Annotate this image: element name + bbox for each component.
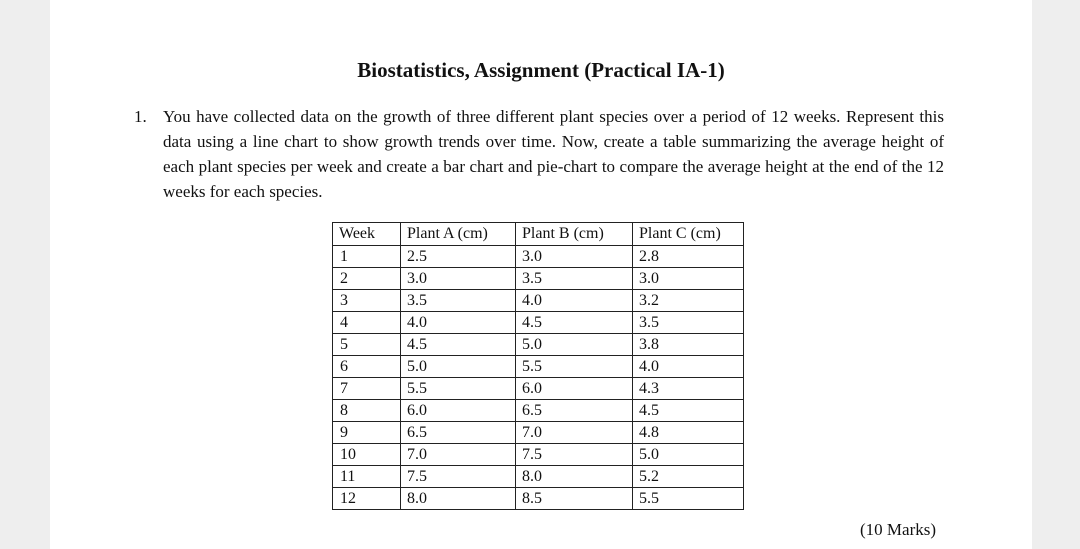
- week-cell: 12: [333, 488, 401, 510]
- header-week: Week: [333, 223, 401, 246]
- table-row: [333, 422, 744, 444]
- plant-b-cell: 4.0: [516, 290, 633, 312]
- question-text: You have collected data on the growth of three different plant species over a period of 12 weeks. Represent this data using a line chart to show growth trends over time. Now, create a table summarizing the average height of each plant species per week and create a bar chart and pie-chart to compare the average height at the end of the 12 weeks for each species.: [163, 107, 944, 201]
- plant-a-cell: 6.0: [401, 400, 516, 422]
- header-plant-c: Plant C (cm): [633, 223, 744, 246]
- plant-a-cell: 3.5: [401, 290, 516, 312]
- table-row: [333, 466, 744, 488]
- plant-a-cell: 8.0: [401, 488, 516, 510]
- week-cell: 7: [333, 378, 401, 400]
- plant-c-cell: 4.3: [633, 378, 744, 400]
- plant-b-cell: 7.5: [516, 444, 633, 466]
- plant-b-cell: 6.0: [516, 378, 633, 400]
- table-row: [333, 378, 744, 400]
- header-plant-b: Plant B (cm): [516, 223, 633, 246]
- plant-c-cell: 3.5: [633, 312, 744, 334]
- table-row: [333, 356, 744, 378]
- week-cell: 11: [333, 466, 401, 488]
- plant-a-cell: 7.5: [401, 466, 516, 488]
- week-cell: 4: [333, 312, 401, 334]
- plant-b-cell: 6.5: [516, 400, 633, 422]
- week-cell: 8: [333, 400, 401, 422]
- plant-c-cell: 4.5: [633, 400, 744, 422]
- plant-a-cell: 5.0: [401, 356, 516, 378]
- plant-a-cell: 3.0: [401, 268, 516, 290]
- plant-b-cell: 7.0: [516, 422, 633, 444]
- table-header-row: [333, 223, 744, 246]
- table-row: [333, 400, 744, 422]
- week-cell: 1: [333, 246, 401, 268]
- week-cell: 5: [333, 334, 401, 356]
- table-row: [333, 334, 744, 356]
- plant-c-cell: 5.0: [633, 444, 744, 466]
- week-cell: 2: [333, 268, 401, 290]
- plant-a-cell: 6.5: [401, 422, 516, 444]
- week-cell: 6: [333, 356, 401, 378]
- table-row: [333, 246, 744, 268]
- plant-c-cell: 4.0: [633, 356, 744, 378]
- plant-c-cell: 5.5: [633, 488, 744, 510]
- week-cell: 10: [333, 444, 401, 466]
- plant-b-cell: 3.5: [516, 268, 633, 290]
- plant-c-cell: 4.8: [633, 422, 744, 444]
- plant-b-cell: 4.5: [516, 312, 633, 334]
- question-number: 1.: [134, 107, 147, 126]
- week-cell: 3: [333, 290, 401, 312]
- marks-label: (10 Marks): [860, 520, 937, 539]
- plant-b-cell: 8.5: [516, 488, 633, 510]
- plant-a-cell: 4.5: [401, 334, 516, 356]
- table-row: [333, 290, 744, 312]
- plant-a-cell: 5.5: [401, 378, 516, 400]
- table-row: [333, 312, 744, 334]
- plant-a-cell: 2.5: [401, 246, 516, 268]
- table-row: [333, 444, 744, 466]
- header-plant-a: Plant A (cm): [401, 223, 516, 246]
- growth-data-table: [332, 222, 744, 510]
- plant-b-cell: 5.5: [516, 356, 633, 378]
- plant-a-cell: 7.0: [401, 444, 516, 466]
- plant-c-cell: 3.0: [633, 268, 744, 290]
- plant-c-cell: 3.2: [633, 290, 744, 312]
- table-row: [333, 488, 744, 510]
- plant-c-cell: 3.8: [633, 334, 744, 356]
- plant-b-cell: 3.0: [516, 246, 633, 268]
- plant-c-cell: 2.8: [633, 246, 744, 268]
- plant-b-cell: 8.0: [516, 466, 633, 488]
- document-title: Biostatistics, Assignment (Practical IA-1): [357, 58, 725, 82]
- table-body: [333, 246, 744, 510]
- plant-c-cell: 5.2: [633, 466, 744, 488]
- plant-b-cell: 5.0: [516, 334, 633, 356]
- table-row: [333, 268, 744, 290]
- plant-a-cell: 4.0: [401, 312, 516, 334]
- document-page: [50, 0, 1032, 549]
- week-cell: 9: [333, 422, 401, 444]
